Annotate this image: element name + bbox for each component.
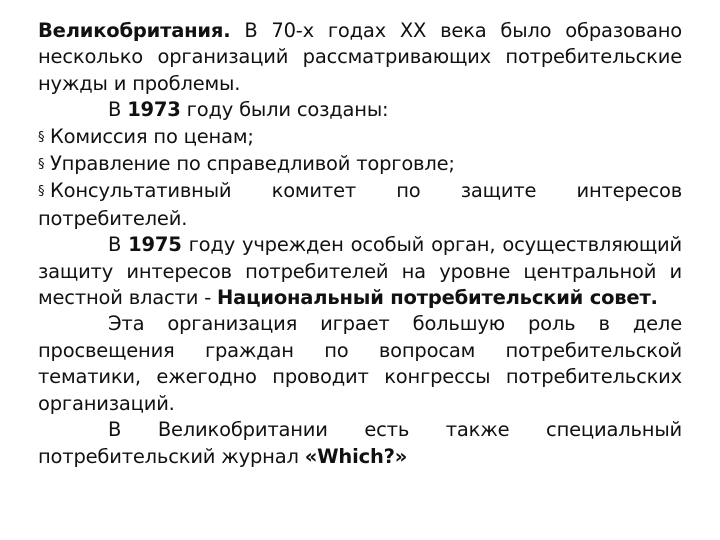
- organization-role-text: Эта организация играет большую роль в деле просвещения граждан по вопросам потребительской тематики, ежегодно проводит конгрессы потребительских организаций.: [38, 312, 682, 415]
- list-item-price-commission: [38, 124, 682, 151]
- year-1973-prefix: В: [108, 98, 128, 122]
- magazine-name: «Which?»: [304, 444, 408, 468]
- year-1975-prefix: В: [108, 233, 129, 257]
- year-1975-paragraph: [38, 232, 682, 311]
- year-1973-paragraph: [38, 97, 682, 123]
- list-item-fair-trading: [38, 151, 682, 178]
- intro-paragraph: [38, 18, 682, 97]
- list-item-consultative-committee: [38, 178, 682, 232]
- bullet-marker: §: [38, 129, 45, 145]
- country-heading: Великобритания.: [38, 19, 231, 42]
- year-1973-text: году были созданы:: [180, 98, 389, 122]
- intro-text: В 70-х годах XX века было образовано несколько организаций рассматривающих потребительские нужды и проблемы.: [38, 19, 682, 95]
- bullet-marker: §: [38, 157, 45, 173]
- magazine-paragraph: [38, 417, 682, 470]
- year-1975-text: году учрежден особый орган, осуществляющий защиту интересов потребителей на уровне центральной и местной власти -: [38, 233, 682, 310]
- bullet-marker: §: [38, 184, 45, 200]
- bullet-text: Управление по справедливой торговле;: [50, 152, 455, 176]
- organization-role-paragraph: [38, 311, 682, 417]
- national-council-name: Национальный потребительский совет.: [217, 286, 658, 310]
- year-1973: 1973: [127, 98, 181, 122]
- magazine-text: В Великобритании есть также специальный потребительский журнал: [38, 418, 682, 468]
- year-1975: 1975: [128, 233, 182, 257]
- bullet-text: Консультативный комитет по защите интересов потребителей.: [38, 179, 682, 230]
- bullet-text: Комиссия по ценам;: [50, 124, 254, 148]
